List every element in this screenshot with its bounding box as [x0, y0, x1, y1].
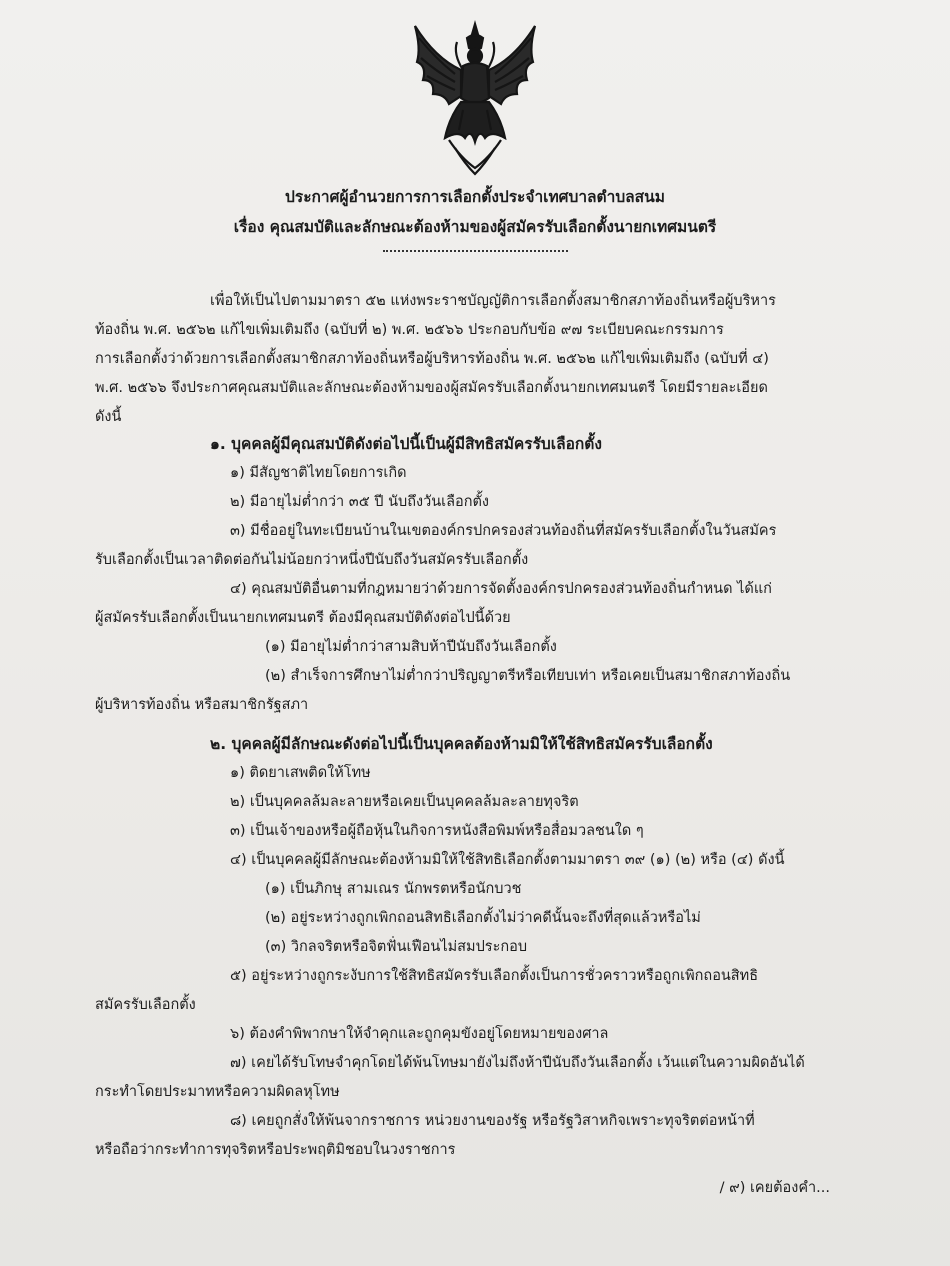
dotted-divider: [383, 250, 568, 252]
section-2-item: ๓) เป็นเจ้าของหรือผู้ถือหุ้นในกิจการหนังสือพิมพ์หรือสื่อมวลชนใด ๆ: [230, 823, 644, 839]
announcement-subject: เรื่อง คุณสมบัติและลักษณะต้องห้ามของผู้สมัครรับเลือกตั้งนายกเทศมนตรี: [233, 218, 717, 236]
intro-line: การเลือกตั้งว่าด้วยการเลือกตั้งสมาชิกสภาท้องถิ่นหรือผู้บริหารท้องถิ่น พ.ศ. ๒๕๖๒ แก้ไขเพิ่มเติมถึง (ฉบับที่ ๔): [95, 351, 769, 367]
section-1-item: ๒) มีอายุไม่ต่ำกว่า ๓๕ ปี นับถึงวันเลือกตั้ง: [230, 494, 489, 510]
section-1-heading: ๑. บุคคลผู้มีคุณสมบัติดังต่อไปนี้เป็นผู้มีสิทธิสมัครรับเลือกตั้ง: [210, 435, 602, 453]
section-2-subitem: (๒) อยู่ระหว่างถูกเพิกถอนสิทธิเลือกตั้งไม่ว่าคดีนั้นจะถึงที่สุดแล้วหรือไม่: [265, 910, 701, 926]
section-1-item: ๓) มีชื่ออยู่ในทะเบียนบ้านในเขตองค์กรปกครองส่วนท้องถิ่นที่สมัครรับเลือกตั้งในวันสมัคร: [230, 523, 777, 539]
intro-line: พ.ศ. ๒๕๖๖ จึงประกาศคุณสมบัติและลักษณะต้องห้ามของผู้สมัครรับเลือกตั้งนายกเทศมนตรี โดยมีรายละเอียด: [95, 380, 768, 396]
intro-line: ท้องถิ่น พ.ศ. ๒๕๖๒ แก้ไขเพิ่มเติมถึง (ฉบับที่ ๒) พ.ศ. ๒๕๖๖ ประกอบกับข้อ ๙๗ ระเบียบคณะกรรมการ: [95, 322, 724, 338]
section-2-item: ๗) เคยได้รับโทษจำคุกโดยได้พ้นโทษมายังไม่ถึงห้าปีนับถึงวันเลือกตั้ง เว้นแต่ในความผิดอันได้: [230, 1055, 805, 1071]
section-2-item: สมัครรับเลือกตั้ง: [95, 997, 196, 1013]
section-2-subitem: (๓) วิกลจริตหรือจิตฟั่นเฟือนไม่สมประกอบ: [265, 939, 528, 955]
section-2: [95, 730, 845, 1165]
section-1-item: ๑) มีสัญชาติไทยโดยการเกิด: [230, 465, 407, 481]
garuda-emblem-icon: [405, 18, 545, 178]
section-2-item: ๘) เคยถูกสั่งให้พ้นจากราชการ หน่วยงานของรัฐ หรือรัฐวิสาหกิจเพราะทุจริตต่อหน้าที่: [230, 1113, 755, 1129]
section-2-item: ๒) เป็นบุคคลล้มละลายหรือเคยเป็นบุคคลล้มละลายทุจริต: [230, 794, 579, 810]
continuation-note: / ๙) เคยต้องคำ...: [719, 1180, 830, 1196]
section-2-item: ๕) อยู่ระหว่างถูกระงับการใช้สิทธิสมัครรับเลือกตั้งเป็นการชั่วคราวหรือถูกเพิกถอนสิทธิ: [230, 968, 759, 984]
section-2-item: ๑) ติดยาเสพติดให้โทษ: [230, 765, 371, 781]
section-2-item: ๔) เป็นบุคคลผู้มีลักษณะต้องห้ามมิให้ใช้สิทธิเลือกตั้งตามมาตรา ๓๙ (๑) (๒) หรือ (๔) ดังนี้: [230, 852, 785, 868]
section-2-subitem: (๑) เป็นภิกษุ สามเณร นักพรตหรือนักบวช: [265, 881, 522, 897]
section-2-heading: ๒. บุคคลผู้มีลักษณะดังต่อไปนี้เป็นบุคคลต้องห้ามมิให้ใช้สิทธิสมัครรับเลือกตั้ง: [210, 735, 713, 753]
section-2-item: หรือถือว่ากระทำการทุจริตหรือประพฤติมิชอบในวงราชการ: [95, 1142, 456, 1158]
section-2-item: กระทำโดยประมาทหรือความผิดลหุโทษ: [95, 1084, 340, 1100]
section-1-item: ผู้สมัครรับเลือกตั้งเป็นนายกเทศมนตรี ต้องมีคุณสมบัติดังต่อไปนี้ด้วย: [95, 610, 511, 626]
section-1-subitem: (๑) มีอายุไม่ต่ำกว่าสามสิบห้าปีนับถึงวันเลือกตั้ง: [265, 639, 557, 655]
section-2-item: ๖) ต้องคำพิพากษาให้จำคุกและถูกคุมขังอยู่โดยหมายของศาล: [230, 1026, 609, 1042]
section-1-subitem: (๒) สำเร็จการศึกษาไม่ต่ำกว่าปริญญาตรีหรือเทียบเท่า หรือเคยเป็นสมาชิกสภาท้องถิ่น: [265, 668, 791, 684]
section-1-item: ๔) คุณสมบัติอื่นตามที่กฎหมายว่าด้วยการจัดตั้งองค์กรปกครองส่วนท้องถิ่นกำหนด ได้แก่: [230, 581, 772, 597]
section-1-item: รับเลือกตั้งเป็นเวลาติดต่อกันไม่น้อยกว่าหนึ่งปีนับถึงวันสมัครรับเลือกตั้ง: [95, 552, 529, 568]
section-1-subitem: ผู้บริหารท้องถิ่น หรือสมาชิกรัฐสภา: [95, 697, 309, 713]
section-1: [95, 430, 845, 720]
intro-paragraph: [95, 287, 845, 432]
intro-line: เพื่อให้เป็นไปตามมาตรา ๕๒ แห่งพระราชบัญญัติการเลือกตั้งสมาชิกสภาท้องถิ่นหรือผู้บริหาร: [210, 293, 776, 309]
intro-line: ดังนี้: [95, 409, 122, 425]
announcement-title: ประกาศผู้อำนวยการการเลือกตั้งประจำเทศบาลตำบลสนม: [285, 188, 665, 206]
